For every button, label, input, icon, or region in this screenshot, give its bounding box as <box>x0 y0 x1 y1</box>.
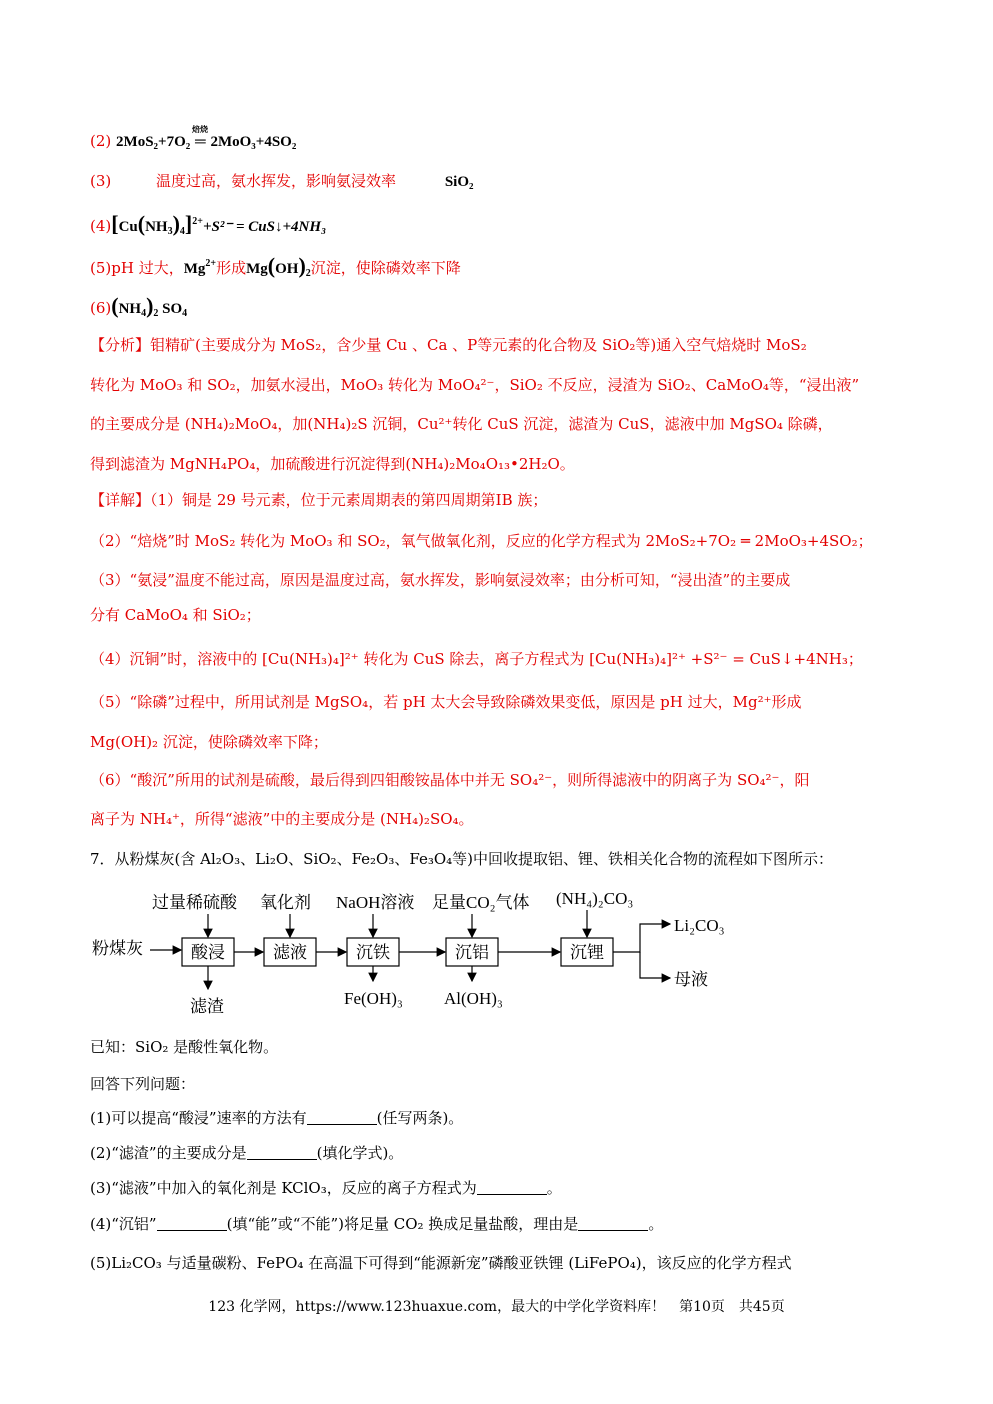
answer-blank-4b[interactable] <box>578 1216 648 1231</box>
answer-5-text-b: 形成 <box>216 259 247 277</box>
flow-box-label-4: 沉铝 <box>455 943 489 962</box>
answer-4 <box>90 211 326 243</box>
detail-line-4: （4）沉铜”时，溶液中的 [Cu(NH₃)₄]²⁺ 转化为 CuS 除去，离子方程式为 [Cu(NH₃)₄]²⁺ +S²⁻ = CuS↓+4NH₃； <box>90 650 863 668</box>
flowchart-svg <box>90 886 750 1021</box>
answer-5-text-c: 沉淀，使除磷效率下降 <box>310 259 461 277</box>
flow-reagent-4: 足量CO₂气体 <box>432 893 530 912</box>
q7-sub-4 <box>90 1213 663 1235</box>
flow-al-hydroxide: Al(OH)₃ <box>444 989 503 1008</box>
detail-text-1: （1）铜是 29 号元素，位于元素周期表的第四周期第IB 族； <box>150 491 548 509</box>
detail-line-2: （2）“焙烧”时 MoS₂ 转化为 MoO₃ 和 SO₂，氧气做氧化剂，反应的化学方程式为 2MoS₂+7O₂ ═ 2MoO₃+4SO₂； <box>90 532 873 550</box>
flow-reagent-1: 过量稀硫酸 <box>152 893 237 912</box>
answer-6 <box>90 295 187 325</box>
q2-text-a: (2)“滤渣”的主要成分是 <box>90 1144 247 1162</box>
flow-box-label-1: 酸浸 <box>191 943 225 962</box>
flow-residue: 滤渣 <box>190 997 224 1016</box>
answer-6-label: (6) <box>90 299 112 317</box>
q2-text-b: (填化学式)。 <box>316 1144 404 1162</box>
mg-ion: $Mg^{2+}$ <box>183 258 217 277</box>
detail-line-3b: 分有 CaMoO₄ 和 SiO₂； <box>90 606 261 624</box>
analysis-line-3: 的主要成分是 (NH₄)₂MoO₄，加(NH₄)₂S 沉铜，Cu²⁺转化 CuS 沉淀，滤渣为 CuS，滤液中加 MgSO₄ 除磷， <box>90 415 833 433</box>
detail-tag: 【详解】 <box>90 491 151 509</box>
q4-text-b: (填“能”或“不能”)将足量 CO₂ 换成足量盐酸，理由是 <box>226 1215 579 1233</box>
answer-3 <box>90 170 474 193</box>
flow-start: 粉煤灰 <box>92 939 143 958</box>
page-footer: 123 化学网，https://www.123huaxue.com，最大的中学化学资料库！ 第10页 共45页 <box>208 1299 785 1315</box>
answer-3-label: (3) <box>90 172 112 190</box>
analysis-tag: 【分析】 <box>90 336 151 354</box>
detail-line-6b: 离子为 NH₄⁺，所得“滤液”中的主要成分是 (NH₄)₂SO₄。 <box>90 810 474 828</box>
detail-line-1 <box>90 489 547 511</box>
answer-2-eq-left: 2MoS₂+7O₂ <box>116 134 191 150</box>
flow-reagent-3: NaOH溶液 <box>336 893 415 912</box>
q1-text-a: (1)可以提高“酸浸”速率的方法有 <box>90 1109 307 1127</box>
q7-sub-1 <box>90 1107 463 1129</box>
answer-2 <box>90 125 297 153</box>
answer-blank-1[interactable] <box>307 1110 377 1125</box>
answer-blank-2[interactable] <box>247 1145 317 1160</box>
analysis-text-1: 钼精矿(主要成分为 MoS₂，含少量 Cu 、Ca 、P等元素的化合物及 SiO₂等)通入空气焙烧时 MoS₂ <box>150 336 807 354</box>
q7-sub-5: (5)Li₂CO₃ 与适量碳粉、FePO₄ 在高温下可得到“能源新宠”磷酸亚铁锂 (LiFePO₄)，该反应的化学方程式 <box>90 1254 792 1272</box>
flow-output-mother-liquor: 母液 <box>674 970 708 989</box>
q3-text-b: 。 <box>546 1179 562 1197</box>
flow-box-label-2: 滤液 <box>273 943 307 962</box>
q3-text-a: (3)“滤液”中加入的氧化剂是 KClO₃，反应的离子方程式为 <box>90 1179 477 1197</box>
answer-6-formula: $(NH_4)_2$ $SO_4$ <box>111 293 188 319</box>
flow-output-li2co3: Li₂CO₃ <box>674 916 725 935</box>
analysis-line-2: 转化为 MoO₃ 和 SO₂，加氨水浸出，MoO₃ 转化为 MoO₄²⁻，SiO₂ 不反应，浸渣为 SiO₂、CaMoO₄等，“浸出液” <box>90 376 860 394</box>
answer-5 <box>90 253 461 285</box>
detail-line-5a: （5）“除磷”过程中，所用试剂是 MgSO₄，若 pH 太大会导致除磷效果变低，原因是 pH 过大，Mg²⁺形成 <box>90 693 802 711</box>
detail-line-5b: Mg(OH)₂ 沉淀，使除磷效率下降； <box>90 733 328 751</box>
analysis-line-4: 得到滤渣为 MgNH₄PO₄，加硫酸进行沉淀得到(NH₄)₂Mo₄O₁₃•2H₂O。 <box>90 455 575 473</box>
answer-3-formula: SiO₂ <box>444 174 474 190</box>
flow-fe-hydroxide: Fe(OH)₃ <box>344 989 403 1008</box>
answer-4-label: (4) <box>90 217 112 235</box>
q7-sub-2 <box>90 1142 403 1164</box>
q7-sub-3 <box>90 1177 562 1199</box>
answer-3-text: 温度过高，氨水挥发，影响氨浸效率 <box>156 172 397 190</box>
flow-box-label-3: 沉铁 <box>356 943 390 962</box>
flow-box-label-5: 沉锂 <box>570 943 604 962</box>
answer-blank-3[interactable] <box>477 1180 547 1195</box>
q4-text-c: 。 <box>648 1215 664 1233</box>
detail-line-3a: （3）“氨浸”温度不能过高，原因是温度过高，氨水挥发，影响氨浸效率；由分析可知，“浸出渣”的主要成 <box>90 571 791 589</box>
flow-reagent-2: 氧化剂 <box>260 893 311 912</box>
q7-known: 已知：SiO₂ 是酸性氧化物。 <box>90 1038 279 1056</box>
q4-text-a: (4)“沉铝” <box>90 1215 157 1233</box>
mg-hydroxide: $Mg(OH)_2$ <box>246 253 311 279</box>
equals-sign: ═ 焙烧 <box>195 131 206 153</box>
analysis-line-1 <box>90 334 807 356</box>
answer-5-text-a: (5)pH 过大， <box>90 259 184 277</box>
flow-reagent-5: (NH₄)₂CO₃ <box>556 889 634 908</box>
flowchart <box>90 886 750 1025</box>
answer-blank-4a[interactable] <box>157 1216 227 1231</box>
reaction-condition: 焙烧 <box>192 125 209 134</box>
answer-2-label: (2) <box>90 132 112 150</box>
answer-4-complex: $[Cu(NH_3)_4]^{2+}$ <box>111 211 203 237</box>
answer-2-eq-right: 2MoO₃+4SO₂ <box>210 134 297 150</box>
q1-text-b: (任写两条)。 <box>376 1109 464 1127</box>
detail-line-6a: （6）“酸沉”所用的试剂是硫酸，最后得到四钼酸铵晶体中并无 SO₄²⁻，则所得滤液中的阴离子为 SO₄²⁻，阳 <box>90 771 810 789</box>
q7-prompt: 回答下列问题： <box>90 1075 196 1093</box>
q7-stem: 7．从粉煤灰(含 Al₂O₃、Li₂O、SiO₂、Fe₂O₃、Fe₃O₄等)中回收提取铝、锂、铁相关化合物的流程如下图所示： <box>90 850 834 868</box>
answer-4-eq-rest: +S²⁻ = CuS↓+4NH₃ <box>202 219 327 235</box>
